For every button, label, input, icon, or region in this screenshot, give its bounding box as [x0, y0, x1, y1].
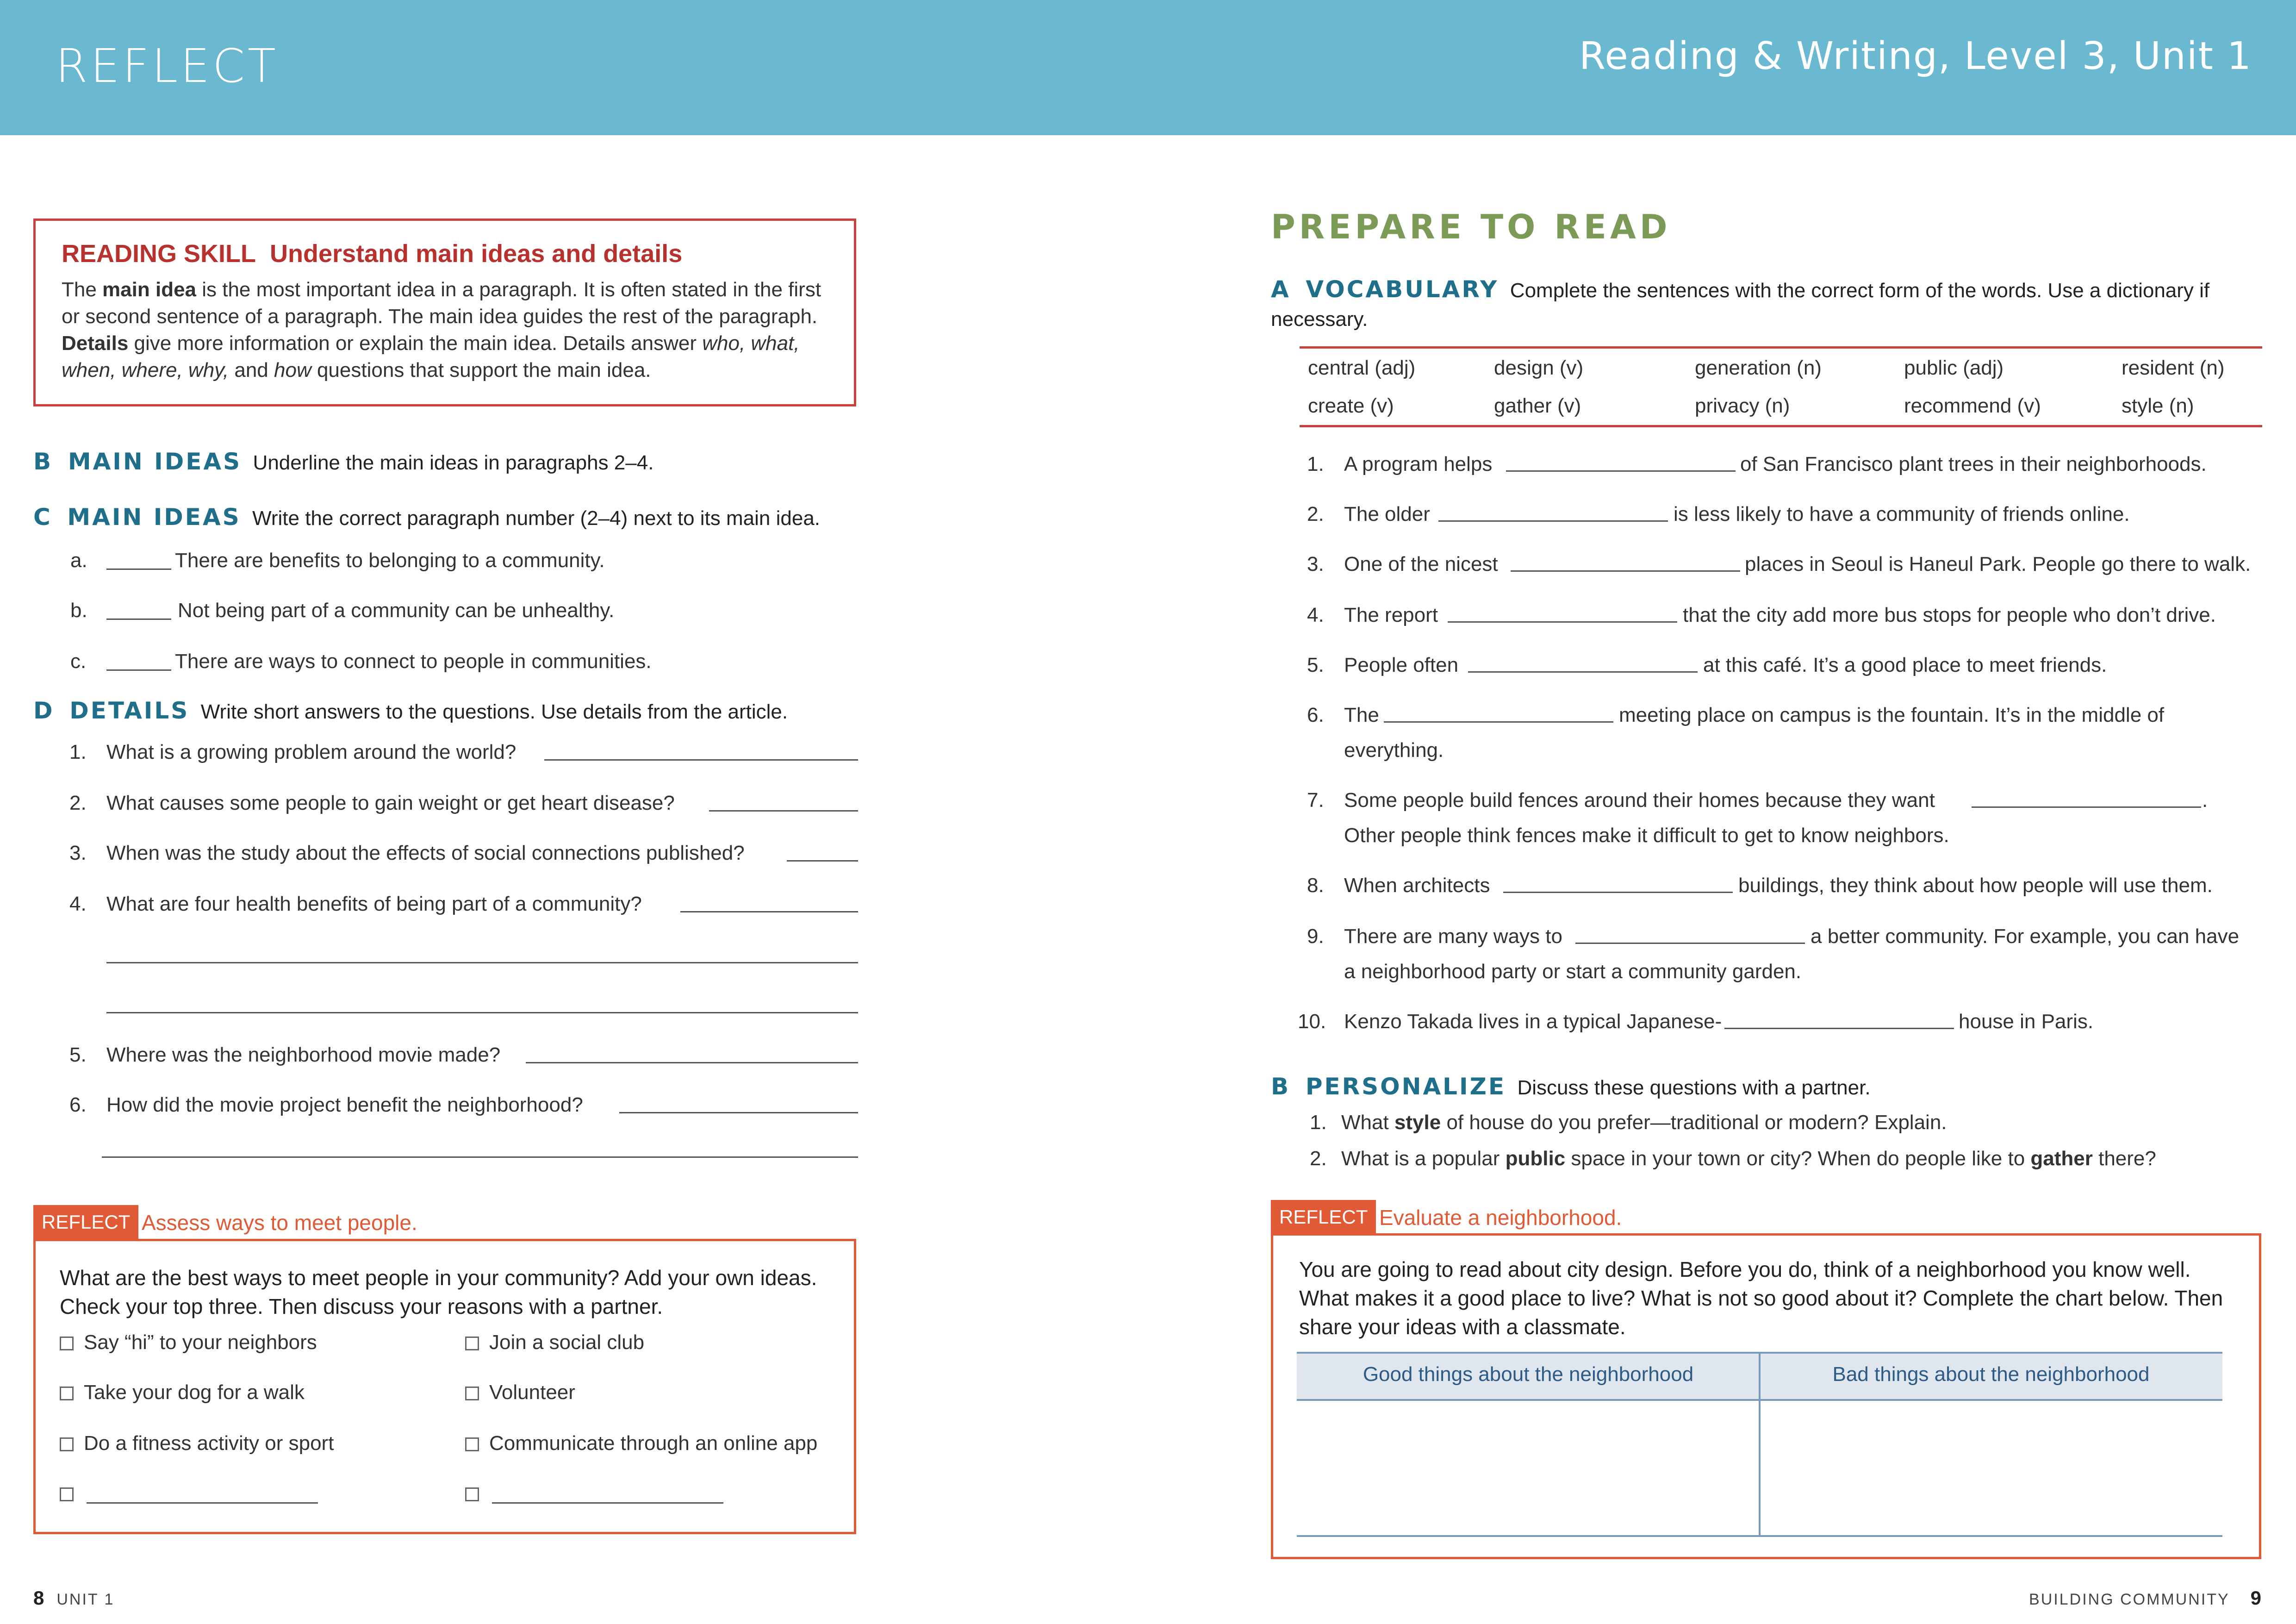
- checkbox-icon[interactable]: [60, 1437, 74, 1451]
- answer-line[interactable]: [787, 860, 858, 862]
- item-number: 9.: [1307, 925, 1324, 948]
- question-number: 3.: [69, 842, 87, 864]
- reflect-tag: REFLECT: [1271, 1200, 1376, 1234]
- answer-blank[interactable]: [106, 669, 171, 671]
- reading-skill-body: The main idea is the most important idea in a paragraph. It is often stated in the first or second sentence of a paragraph. The main idea guides the rest of the paragraph. Details give more information or explain the main idea. Details answer who, what, when, where, why, and how questions that support the main idea.: [62, 278, 821, 381]
- answer-line[interactable]: [709, 810, 858, 812]
- question-number: 1.: [69, 741, 87, 763]
- footer-right: [2029, 1587, 2263, 1609]
- question-number: 6.: [69, 1093, 87, 1116]
- neighborhood-chart: [1297, 1352, 2222, 1537]
- sentence-start: The: [1344, 704, 1379, 726]
- reflect-body: What are the best ways to meet people in your community? Add your own ideas. Check your top three. Then discuss your reasons with a partner.: [60, 1266, 817, 1318]
- vocab-word: generation (n): [1695, 356, 1822, 379]
- question-number: 5.: [69, 1043, 87, 1066]
- fill-in-blank[interactable]: [1468, 671, 1698, 673]
- reading-skill-title: [62, 239, 682, 268]
- chart-cell-bad[interactable]: [1761, 1401, 2221, 1534]
- item-number: 5.: [1307, 654, 1324, 676]
- section-d-details: [33, 697, 788, 724]
- section-instruction: Discuss these questions with a partner.: [1517, 1076, 1871, 1099]
- vocab-word: gather (v): [1494, 394, 1581, 417]
- page-number: 8: [33, 1587, 46, 1609]
- section-b-main-ideas: [33, 448, 653, 475]
- chart-header-bad: Bad things about the neighborhood: [1832, 1363, 2150, 1386]
- page-number: 9: [2250, 1587, 2263, 1609]
- checkbox-icon[interactable]: [60, 1487, 74, 1501]
- write-in-line[interactable]: [492, 1502, 723, 1504]
- sentence-end: a better community. For example, you can have: [1811, 925, 2240, 948]
- fill-in-blank[interactable]: [1503, 892, 1733, 893]
- list-item: a.: [70, 549, 87, 572]
- vocab-word: recommend (v): [1904, 394, 2041, 417]
- sentence-start: People often: [1344, 654, 1459, 676]
- vocab-word: create (v): [1308, 394, 1394, 417]
- item-number: 1.: [1307, 453, 1324, 475]
- section-letter: D: [33, 697, 53, 724]
- fill-in-blank[interactable]: [1724, 1028, 1954, 1029]
- chart-cell-good[interactable]: [1297, 1401, 1757, 1534]
- item-number: 2.: [1307, 503, 1324, 525]
- fill-in-blank[interactable]: [1506, 470, 1736, 472]
- question-text: Where was the neighborhood movie made?: [106, 1043, 501, 1066]
- item-number: 7.: [1307, 789, 1324, 812]
- prepare-to-read-title: PREPARE TO READ: [1271, 207, 1671, 246]
- word-box-bottom-rule: [1300, 425, 2262, 427]
- answer-line[interactable]: [680, 911, 858, 912]
- fill-in-blank[interactable]: [1511, 570, 1740, 572]
- section-instruction: Write short answers to the questions. Use details from the article.: [200, 700, 788, 723]
- sentence-start: One of the nicest: [1344, 553, 1498, 575]
- header-title: REFLECT: [56, 39, 279, 93]
- sentence-end: that the city add more bus stops for people who don’t drive.: [1683, 604, 2216, 626]
- item-number: 4.: [1307, 604, 1324, 626]
- item-number: 8.: [1307, 874, 1324, 897]
- checkbox-icon[interactable]: [60, 1337, 74, 1350]
- fill-in-blank[interactable]: [1575, 943, 1805, 944]
- answer-line[interactable]: [526, 1062, 858, 1063]
- footer-left: [33, 1587, 114, 1609]
- checkbox-option[interactable]: Communicate through an online app: [465, 1432, 817, 1455]
- checkbox-option-blank[interactable]: [60, 1482, 84, 1505]
- section-label: PERSONALIZE: [1305, 1073, 1506, 1100]
- main-idea-text: There are ways to connect to people in communities.: [175, 650, 652, 673]
- word-box-top-rule: [1300, 346, 2262, 349]
- reflect-title: Evaluate a neighborhood.: [1379, 1206, 1622, 1230]
- sentence-start: Some people build fences around their homes because they want: [1344, 789, 1935, 812]
- fill-in-blank[interactable]: [1972, 806, 2201, 808]
- sentence-end: is less likely to have a community of friends online.: [1674, 503, 2130, 525]
- vocab-word: style (n): [2122, 394, 2194, 417]
- section-instruction: Write the correct paragraph number (2–4) next to its main idea.: [252, 507, 821, 530]
- section-label: MAIN IDEAS: [67, 504, 241, 531]
- header-course: Reading & Writing, Level 3, Unit 1: [1579, 34, 2252, 78]
- vocab-word: central (adj): [1308, 356, 1416, 379]
- sentence-continuation: a neighborhood party or start a community garden.: [1344, 960, 1802, 983]
- vocab-word: privacy (n): [1695, 394, 1790, 417]
- reflect-box-meet-people: [33, 1239, 856, 1534]
- item-number: 10.: [1298, 1010, 1326, 1033]
- checkbox-option[interactable]: Volunteer: [465, 1381, 575, 1404]
- sentence-start: The older: [1344, 503, 1430, 525]
- fill-in-blank[interactable]: [1448, 621, 1677, 623]
- item-number: 2.: [1310, 1147, 1327, 1170]
- checkbox-icon[interactable]: [60, 1387, 74, 1400]
- sentence-start: There are many ways to: [1344, 925, 1562, 948]
- section-label: DETAILS: [69, 697, 190, 724]
- sentence-end: of San Francisco plant trees in their neighborhoods.: [1740, 453, 2207, 475]
- write-in-line[interactable]: [87, 1502, 318, 1504]
- sentence-end: house in Paris.: [1959, 1010, 2094, 1033]
- chart-header-good: Good things about the neighborhood: [1363, 1363, 1694, 1386]
- reflect-title: Assess ways to meet people.: [142, 1211, 417, 1235]
- sentence-continuation: Other people think fences make it difficult to get to know neighbors.: [1344, 824, 1949, 847]
- reading-skill-box: [33, 219, 856, 406]
- main-idea-text: There are benefits to belonging to a community.: [175, 549, 605, 572]
- chart-bottom-rule: [1297, 1535, 2222, 1537]
- section-letter: B: [33, 448, 51, 475]
- reading-skill-label: READING SKILL: [62, 240, 256, 268]
- checkbox-option-blank[interactable]: [465, 1482, 489, 1505]
- fill-in-blank[interactable]: [1438, 520, 1668, 522]
- question-text: What is a growing problem around the world?: [106, 741, 516, 763]
- list-item: b.: [70, 599, 87, 622]
- question-text: What are four health benefits of being part of a community?: [106, 893, 642, 915]
- section-letter: B: [1271, 1073, 1289, 1100]
- page-header: [0, 0, 2296, 135]
- sentence-continuation: everything.: [1344, 739, 1444, 762]
- section-label: VOCABULARY: [1306, 276, 1499, 303]
- checkbox-option[interactable]: Say “hi” to your neighbors: [60, 1331, 317, 1354]
- section-b-personalize: [1271, 1073, 1871, 1100]
- sentence-start: Kenzo Takada lives in a typical Japanese-: [1344, 1010, 1722, 1033]
- sentence-end: at this café. It’s a good place to meet friends.: [1703, 654, 2107, 676]
- item-number: 3.: [1307, 553, 1324, 575]
- reflect-body: You are going to read about city design. Before you do, think of a neighborhood you know well. What makes it a good place to live? What is not so good about it? Complete the chart below. Then share your ideas with a classmate.: [1299, 1257, 2223, 1339]
- section-letter: C: [33, 504, 50, 531]
- question-number: 4.: [69, 893, 87, 915]
- answer-line[interactable]: [544, 759, 858, 761]
- reading-skill-heading: Understand main ideas and details: [270, 240, 683, 268]
- section-label: MAIN IDEAS: [68, 448, 242, 475]
- section-c-main-ideas: [33, 504, 820, 531]
- section-instruction: Complete the sentences with the correct form of the words. Use a dictionary if necessary.: [1271, 279, 2210, 331]
- sentence-end: places in Seoul is Haneul Park. People go there to walk.: [1745, 553, 2251, 575]
- checkbox-icon[interactable]: [465, 1487, 479, 1501]
- sentence-end: .: [2202, 789, 2208, 812]
- footer-chapter: BUILDING COMMUNITY: [2029, 1591, 2230, 1608]
- answer-blank[interactable]: [106, 568, 171, 570]
- answer-line[interactable]: [619, 1112, 858, 1113]
- sentence-start: A program helps: [1344, 453, 1493, 475]
- vocabulary-instruction: [1271, 275, 2280, 334]
- footer-unit: UNIT 1: [56, 1591, 115, 1608]
- checkbox-option[interactable]: Do a fitness activity or sport: [60, 1432, 334, 1455]
- question-text: How did the movie project benefit the neighborhood?: [106, 1093, 583, 1116]
- question-text: What causes some people to gain weight or get heart disease?: [106, 792, 675, 814]
- checkbox-option[interactable]: Take your dog for a walk: [60, 1381, 305, 1404]
- discussion-question: What style of house do you prefer—traditional or modern? Explain.: [1341, 1111, 1947, 1134]
- checkbox-icon[interactable]: [465, 1387, 479, 1400]
- vocab-word: design (v): [1494, 356, 1584, 379]
- answer-line[interactable]: [102, 1156, 858, 1158]
- answer-line[interactable]: [106, 1012, 858, 1013]
- checkbox-option[interactable]: Join a social club: [465, 1331, 644, 1354]
- reflect-tag: REFLECT: [33, 1205, 138, 1239]
- question-number: 2.: [69, 792, 87, 814]
- section-instruction: Underline the main ideas in paragraphs 2–4.: [253, 451, 654, 474]
- checkbox-icon[interactable]: [465, 1337, 479, 1350]
- sentence-start: When architects: [1344, 874, 1490, 897]
- fill-in-blank[interactable]: [1384, 721, 1613, 723]
- list-item: c.: [70, 650, 87, 673]
- discussion-question: What is a popular public space in your town or city? When do people like to gather there?: [1341, 1147, 2156, 1170]
- sentence-end: buildings, they think about how people will use them.: [1738, 874, 2213, 897]
- answer-line[interactable]: [106, 962, 858, 963]
- item-number: 1.: [1310, 1111, 1327, 1134]
- question-text: When was the study about the effects of social connections published?: [106, 842, 745, 864]
- vocab-word: public (adj): [1904, 356, 2004, 379]
- answer-blank[interactable]: [106, 618, 171, 620]
- vocab-word: resident (n): [2122, 356, 2225, 379]
- main-idea-text: Not being part of a community can be unhealthy.: [178, 599, 615, 622]
- checkbox-icon[interactable]: [465, 1437, 479, 1451]
- item-number: 6.: [1307, 704, 1324, 726]
- sentence-end: meeting place on campus is the fountain. It’s in the middle of: [1619, 704, 2165, 726]
- section-letter: A: [1271, 276, 1289, 303]
- sentence-start: The report: [1344, 604, 1438, 626]
